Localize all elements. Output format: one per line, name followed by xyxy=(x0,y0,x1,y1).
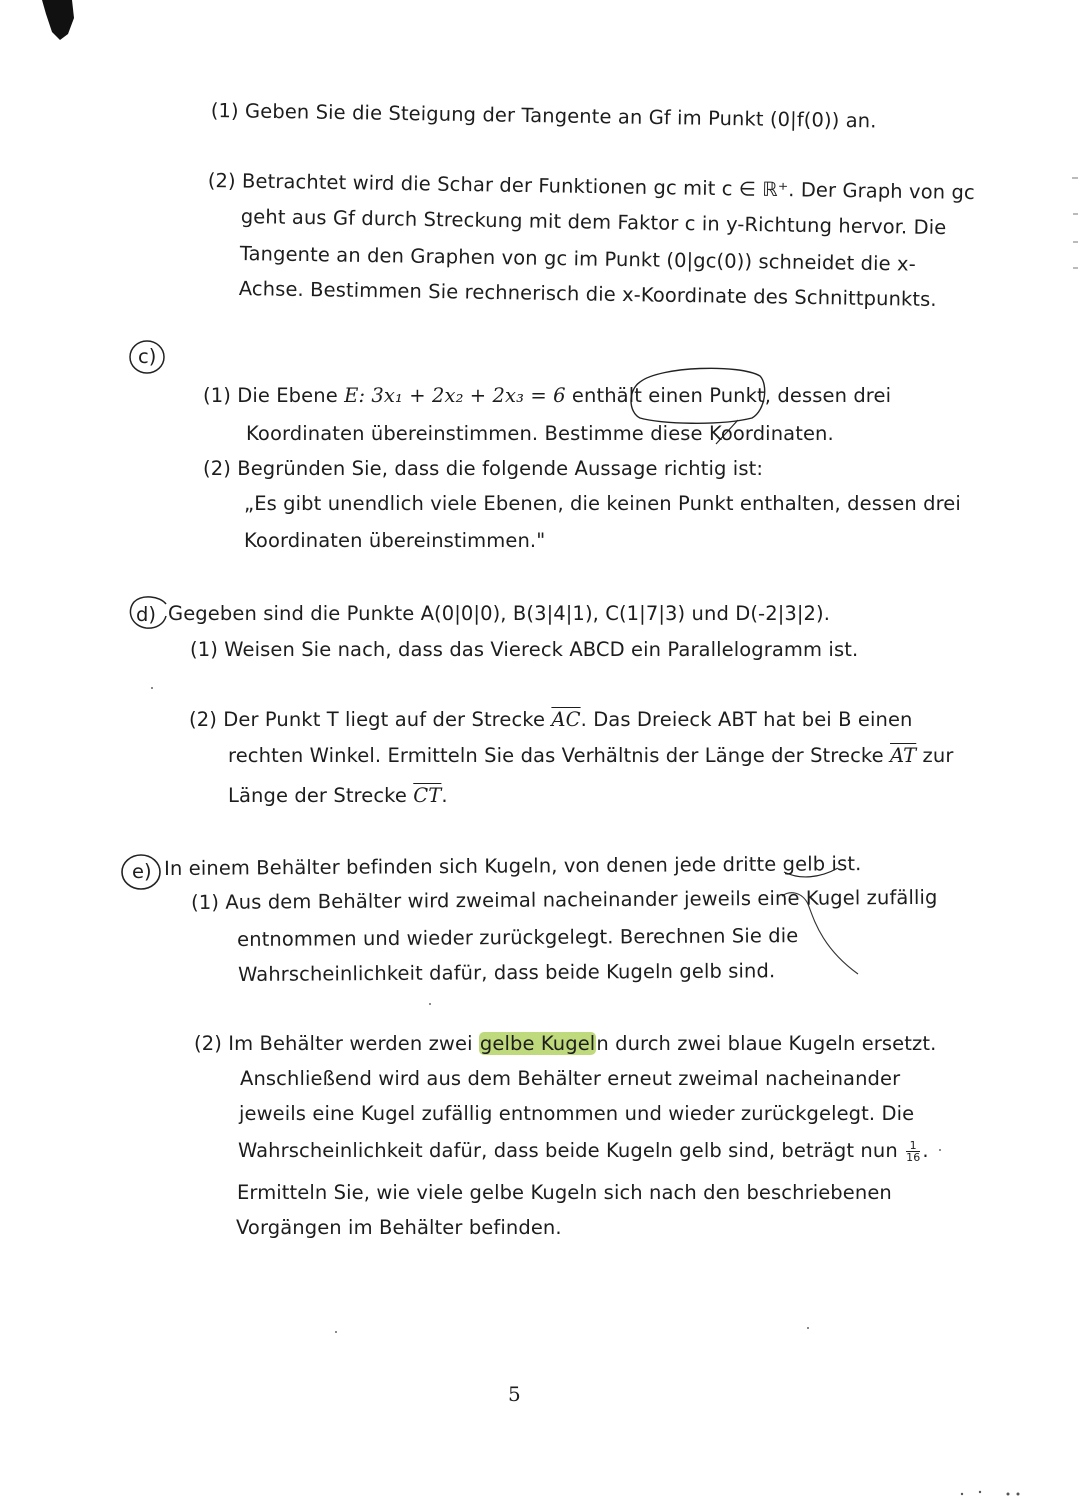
speck xyxy=(939,1149,941,1151)
part-e-label: e) xyxy=(132,860,152,883)
item-c2-num: (2) xyxy=(203,457,231,480)
item-e2-line5: Ermitteln Sie, wie viele gelbe Kugeln sich nach den beschriebenen xyxy=(237,1181,892,1204)
item-d2-num: (2) xyxy=(189,708,217,731)
item-e2-text-after: n durch zwei blaue Kugeln ersetzt. xyxy=(596,1032,937,1055)
item-d2-line1 xyxy=(189,707,913,733)
speck xyxy=(979,1491,981,1493)
item-c1-line2: Koordinaten übereinstimmen. Bestimme diese Koordinaten. xyxy=(246,422,834,445)
item-d2-line3-before: Länge der Strecke xyxy=(228,784,414,807)
item-d2-line3-after: . xyxy=(441,784,448,807)
item-e2-line6: Vorgängen im Behälter befinden. xyxy=(236,1216,562,1239)
segment-at: $\overline{AT}$ xyxy=(890,744,917,767)
item-e2-line2: Anschließend wird aus dem Behälter erneut zweimal nacheinander xyxy=(240,1067,901,1090)
item-e1-line3: Wahrscheinlichkeit dafür, dass beide Kugeln gelb sind. xyxy=(238,959,776,986)
item-d2-text-before: Der Punkt T liegt auf der Strecke xyxy=(223,708,552,731)
item-c1-text-after: enthält einen Punkt, dessen drei xyxy=(565,384,892,407)
part-d-intro: Gegeben sind die Punkte A(0|0|0), B(3|4|1), C(1|7|3) und D(-2|3|2). xyxy=(168,602,831,625)
item-e2-num: (2) xyxy=(194,1032,222,1055)
speck xyxy=(429,1003,431,1005)
speck xyxy=(1007,1493,1010,1496)
item-b2-line2: geht aus Gf durch Streckung mit dem Faktor c in y-Richtung hervor. Die xyxy=(240,204,947,240)
segment-ac: $\overline{AC}$ xyxy=(551,708,581,731)
item-b2-num: (2) xyxy=(207,168,236,193)
part-c-label: c) xyxy=(138,345,157,368)
item-d1-text: Weisen Sie nach, dass das Viereck ABCD ein Parallelogramm ist. xyxy=(224,638,859,661)
item-b2-line3: Tangente an den Graphen von gc im Punkt (0|gc(0)) schneidet die x- xyxy=(239,241,916,276)
item-b1-text: Geben Sie die Steigung der Tangente an Gf im Punkt (0|f(0)) an. xyxy=(244,99,877,133)
item-d1-num: (1) xyxy=(190,638,218,661)
part-e-intro: In einem Behälter befinden sich Kugeln, von denen jede dritte gelb ist. xyxy=(164,852,862,880)
item-e2-line1 xyxy=(194,1031,936,1057)
item-d2-line2-before: rechten Winkel. Ermitteln Sie das Verhältnis der Länge der Strecke xyxy=(228,744,891,767)
item-d2-line3 xyxy=(228,783,448,809)
item-e2-line3: jeweils eine Kugel zufällig entnommen und wieder zurückgelegt. Die xyxy=(239,1102,915,1125)
item-b2-line1 xyxy=(208,168,975,206)
item-b2-text-1: Betrachtet wird die Schar der Funktionen gc mit c ∈ ℝ⁺. Der Graph von gc xyxy=(241,169,975,205)
item-b1 xyxy=(211,98,877,134)
item-c2-line2: „Es gibt unendlich viele Ebenen, die keinen Punkt enthalten, dessen drei xyxy=(244,492,961,515)
item-c2-line3: Koordinaten übereinstimmen." xyxy=(244,529,546,552)
ink-smudge xyxy=(42,0,74,40)
speck xyxy=(335,1331,337,1333)
item-d2-line2-after: zur xyxy=(916,744,954,767)
page-number: 5 xyxy=(508,1382,521,1406)
item-e1-text-1: Aus dem Behälter wird zweimal nacheinander jeweils eine Kugel zufällig xyxy=(225,885,938,914)
speck xyxy=(1017,1493,1020,1496)
item-c1-text-before: Die Ebene xyxy=(237,384,345,407)
item-e2-line4 xyxy=(238,1138,929,1164)
item-e2-line4-before: Wahrscheinlichkeit dafür, dass beide Kugeln gelb sind, beträgt nun xyxy=(238,1139,905,1162)
part-d-label: d) xyxy=(136,603,156,626)
item-d2-line2 xyxy=(228,743,953,769)
item-b2-line4: Achse. Bestimmen Sie rechnerisch die x-Koordinate des Schnittpunkts. xyxy=(238,276,937,311)
item-d1 xyxy=(190,637,858,663)
speck xyxy=(961,1493,963,1495)
speck xyxy=(151,687,153,689)
item-c2-line1 xyxy=(203,456,763,482)
segment-ct: $\overline{CT}$ xyxy=(413,784,442,807)
fraction-one-sixteenth xyxy=(906,1140,920,1163)
item-e1-line1 xyxy=(191,885,938,916)
item-c2-text-1: Begründen Sie, dass die folgende Aussage richtig ist: xyxy=(237,457,763,480)
plane-equation: E: 3x₁ + 2x₂ + 2x₃ = 6 xyxy=(344,384,566,407)
item-b1-num: (1) xyxy=(210,98,239,123)
fraction-numerator: 1 xyxy=(906,1140,920,1152)
item-c1-line1 xyxy=(203,383,891,409)
item-e2-line4-after: . xyxy=(922,1139,929,1162)
item-e2-text-before: Im Behälter werden zwei xyxy=(228,1032,479,1055)
item-e1-num: (1) xyxy=(191,890,220,914)
item-c1-num: (1) xyxy=(203,384,231,407)
speck xyxy=(807,1327,809,1329)
fraction-denominator: 16 xyxy=(906,1151,921,1164)
highlighted-text: gelbe Kugel xyxy=(479,1032,596,1055)
item-d2-text-after: . Das Dreieck ABT hat bei B einen xyxy=(580,708,913,731)
item-e1-line2: entnommen und wieder zurückgelegt. Berechnen Sie die xyxy=(237,924,799,951)
